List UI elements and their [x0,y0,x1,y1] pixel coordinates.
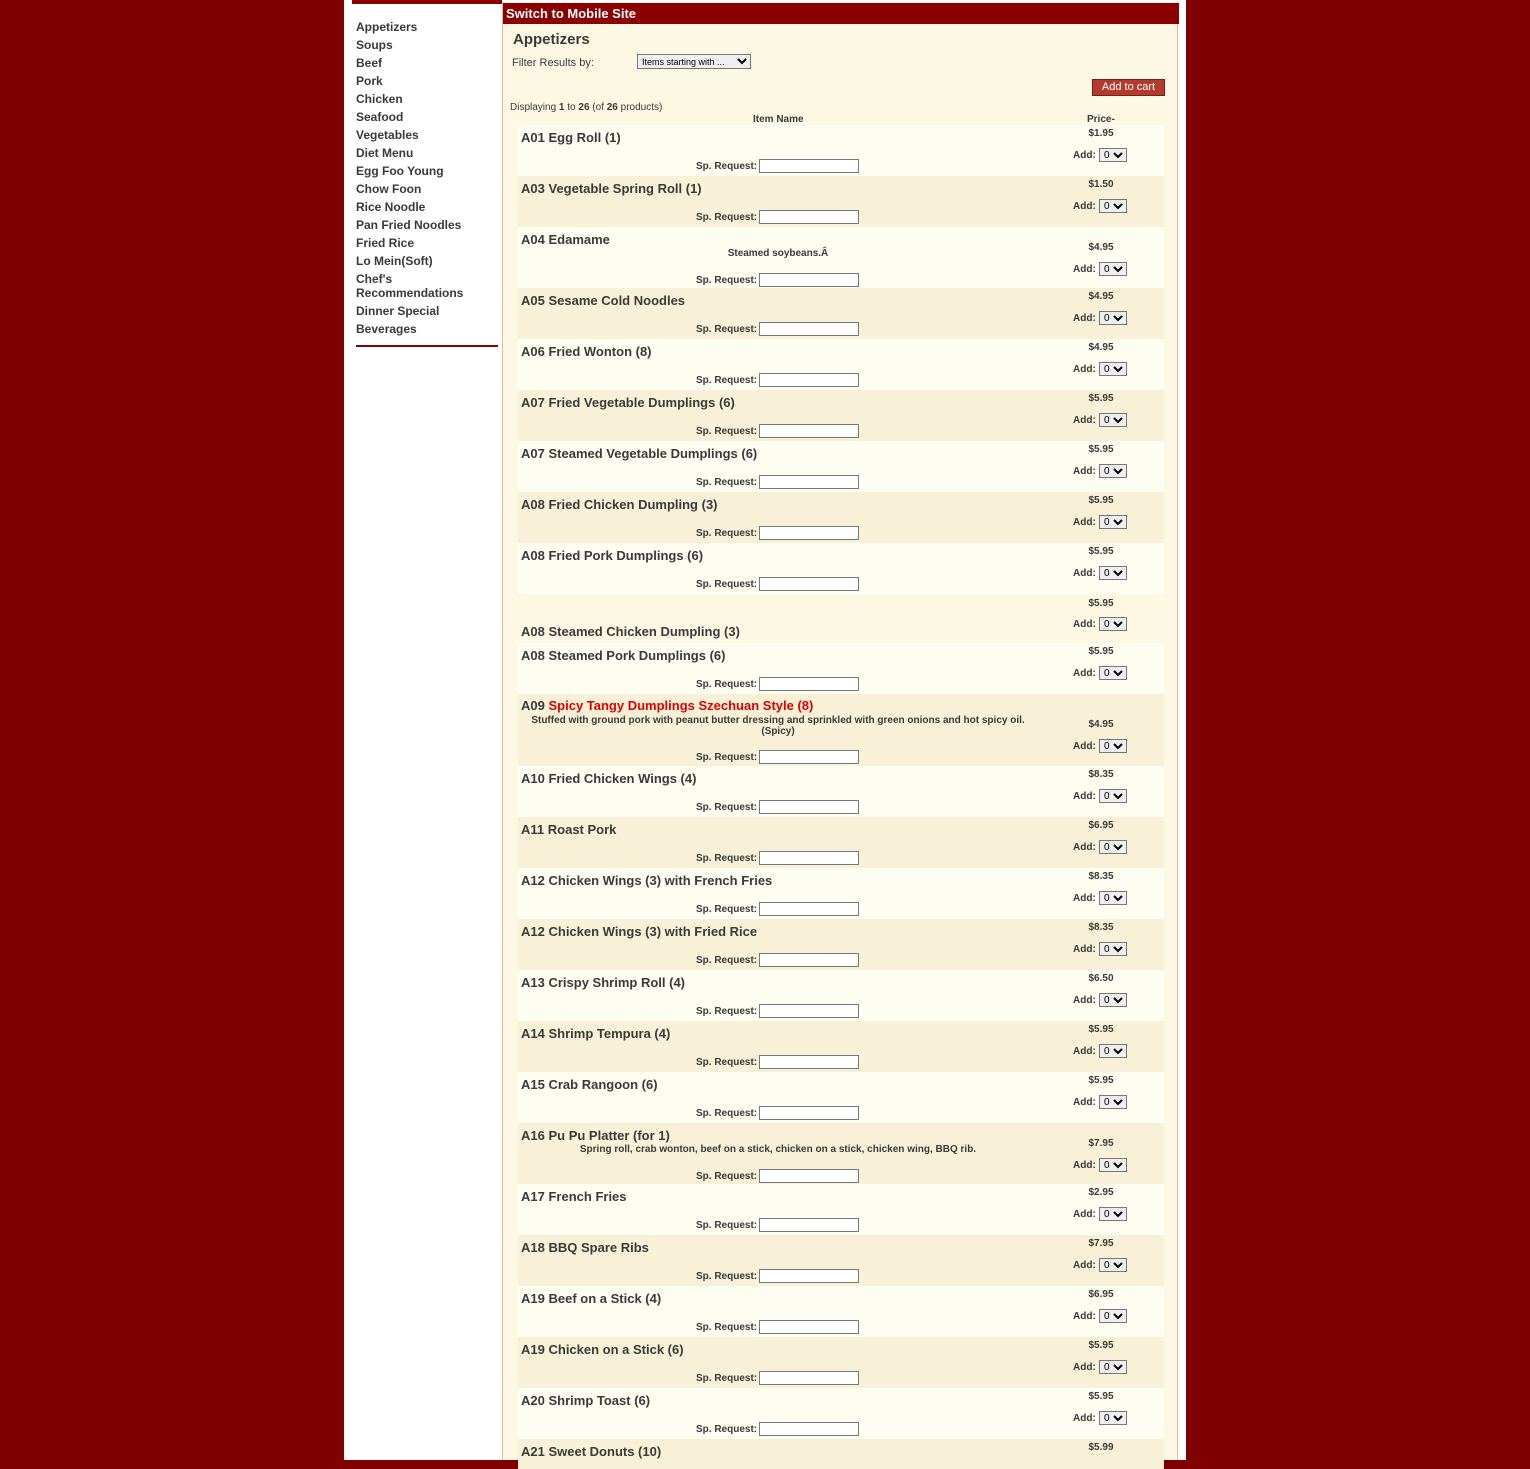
product-price: $8.35 [1088,871,1114,882]
product-code: A11 [521,822,545,837]
product-row [518,1286,1164,1337]
product-title: Pu Pu Platter (for 1) [548,1128,670,1143]
add-to-cart-button[interactable]: Add to cart [1092,79,1165,96]
sidebar-item-egg-foo-young[interactable]: Egg Foo Young [356,164,444,178]
product-title: Fried Chicken Wings (4) [548,771,697,786]
product-code: A08 [521,648,545,663]
product-title: Chicken Wings (3) with French Fries [548,873,773,888]
category-sidebar [356,18,498,338]
special-request-input[interactable] [759,953,859,967]
product-title: Steamed Chicken Dumpling (3) [548,624,740,639]
product-title: French Fries [548,1189,627,1204]
special-request-input[interactable] [759,475,859,489]
quantity-select[interactable] [1099,311,1127,325]
product-title: Chicken Wings (3) with Fried Rice [548,924,758,939]
product-price: $6.95 [1088,820,1114,831]
product-code: A17 [521,1189,545,1204]
product-code: A10 [521,771,545,786]
quantity-select[interactable] [1099,199,1127,213]
product-price: $5.95 [1088,393,1114,404]
sidebar-item-soups[interactable]: Soups [356,38,393,52]
product-code: A09 [521,698,545,713]
sidebar-item-chicken[interactable]: Chicken [356,92,403,106]
product-row [518,176,1164,227]
special-request-label: Sp. Request: [696,324,758,335]
special-request-label: Sp. Request: [696,161,758,172]
product-row [518,766,1164,817]
add-quantity-label: Add: [1073,741,1096,752]
display-to: 26 [578,102,590,113]
special-request-label: Sp. Request: [696,904,758,915]
product-code: A20 [521,1393,545,1408]
product-code: A15 [521,1077,545,1092]
product-code: A18 [521,1240,545,1255]
special-request-label: Sp. Request: [696,375,758,386]
special-request-label: Sp. Request: [696,1373,758,1384]
special-request-input[interactable] [759,210,859,224]
page-title: Appetizers [513,31,590,48]
add-quantity-label: Add: [1073,1160,1096,1171]
product-row [518,694,1164,766]
product-row [518,868,1164,919]
quantity-select[interactable] [1099,891,1127,905]
product-price: $1.95 [1088,128,1114,139]
product-price: $4.95 [1088,242,1114,253]
product-title: Fried Chicken Dumpling (3) [548,497,718,512]
product-title: Fried Wonton (8) [548,344,652,359]
product-title: Chicken on a Stick (6) [548,1342,684,1357]
sidebar-item-appetizers[interactable]: Appetizers [356,20,418,34]
sidebar-item-pan-fried-noodles[interactable]: Pan Fried Noodles [356,218,462,232]
product-name [521,293,685,308]
sidebar-item-rice-noodle[interactable]: Rice Noodle [356,200,426,214]
quantity-select[interactable] [1099,666,1127,680]
top-rule [352,0,502,4]
product-row [518,1184,1164,1235]
add-quantity-label: Add: [1073,791,1096,802]
product-name [521,924,757,939]
special-request-input[interactable] [759,1320,859,1334]
add-quantity-label: Add: [1073,201,1096,212]
product-name [521,1240,649,1255]
product-row [518,1439,1164,1469]
special-request-input[interactable] [759,273,859,287]
product-name [521,1342,684,1357]
sidebar-item-chow-foon[interactable]: Chow Foon [356,182,422,196]
product-description: Spring roll, crab wonton, beef on a stick, chicken on a stick, chicken wing, BBQ rib. [579,1144,977,1155]
product-price: $2.95 [1088,1187,1114,1198]
product-price: $4.95 [1088,291,1114,302]
special-request-input[interactable] [759,1218,859,1232]
sidebar-item-beef[interactable]: Beef [356,56,383,70]
product-name [521,548,703,563]
product-row [518,288,1164,339]
special-request-input[interactable] [759,750,859,764]
product-price: $5.95 [1088,1024,1114,1035]
special-request-label: Sp. Request: [696,955,758,966]
product-name [521,446,757,461]
product-name [521,1026,670,1041]
product-row [518,441,1164,492]
product-title: Roast Pork [547,822,617,837]
product-price: $4.95 [1088,719,1114,730]
product-code: A08 [521,548,545,563]
display-of-word: (of [592,102,604,113]
special-request-label: Sp. Request: [696,528,758,539]
product-code: A13 [521,975,545,990]
special-request-label: Sp. Request: [696,1006,758,1017]
special-request-input[interactable] [759,577,859,591]
display-count [510,102,662,113]
quantity-select[interactable] [1099,789,1127,803]
sidebar-item-vegetables[interactable]: Vegetables [356,128,419,142]
switch-to-mobile-link[interactable]: Switch to Mobile Site [503,3,1179,24]
product-code: A05 [521,293,545,308]
special-request-label: Sp. Request: [696,1424,758,1435]
sidebar-divider [356,345,498,347]
product-row [518,970,1164,1021]
product-name [521,497,718,512]
quantity-select[interactable] [1099,148,1127,162]
quantity-select[interactable] [1099,840,1127,854]
product-price: $5.99 [1088,1442,1114,1453]
quantity-select[interactable] [1099,362,1127,376]
quantity-select[interactable] [1099,1258,1127,1272]
product-price: $8.35 [1088,769,1114,780]
product-name [521,1128,670,1143]
special-request-input[interactable] [759,851,859,865]
display-to-word: to [567,102,576,113]
sidebar-item-beverages[interactable]: Beverages [356,322,417,336]
product-row [518,643,1164,694]
product-title: Spicy Tangy Dumplings Szechuan Style (8) [548,698,814,713]
product-row [518,1337,1164,1388]
product-price: $5.95 [1088,546,1114,557]
product-title: Crab Rangoon (6) [548,1077,658,1092]
product-code: A03 [521,181,545,196]
special-request-input[interactable] [759,1422,859,1436]
product-name [521,648,725,663]
add-quantity-label: Add: [1073,313,1096,324]
quantity-select[interactable] [1099,1158,1127,1172]
quantity-select[interactable] [1099,1360,1127,1374]
add-quantity-label: Add: [1073,1362,1096,1373]
special-request-label: Sp. Request: [696,477,758,488]
product-row [518,1123,1164,1184]
product-row [518,1388,1164,1439]
sidebar-item-fried-rice[interactable]: Fried Rice [356,236,415,250]
product-description: Steamed soybeans.Â [727,248,829,259]
product-title: Vegetable Spring Roll (1) [548,181,702,196]
product-name [521,624,740,639]
quantity-select[interactable] [1099,515,1127,529]
product-price: $5.95 [1088,1391,1114,1402]
product-title: Shrimp Tempura (4) [548,1026,671,1041]
product-price: $6.50 [1088,973,1114,984]
quantity-select[interactable] [1099,1207,1127,1221]
special-request-label: Sp. Request: [696,802,758,813]
product-name [521,1393,650,1408]
product-row [518,817,1164,868]
product-code: A04 [521,232,545,247]
sidebar-item-lo-mein-soft[interactable]: Lo Mein(Soft) [356,254,433,268]
product-row [518,227,1164,288]
product-row [518,1235,1164,1286]
product-name [521,1444,661,1459]
special-request-label: Sp. Request: [696,1271,758,1282]
special-request-label: Sp. Request: [696,752,758,763]
product-code: A14 [521,1026,545,1041]
quantity-select[interactable] [1099,617,1127,631]
product-row [518,594,1164,650]
special-request-input[interactable] [759,159,859,173]
special-request-input[interactable] [759,373,859,387]
product-title: Crispy Shrimp Roll (4) [548,975,686,990]
add-quantity-label: Add: [1073,1260,1096,1271]
special-request-label: Sp. Request: [696,579,758,590]
quantity-select[interactable] [1099,413,1127,427]
product-name [521,344,652,359]
product-price: $5.95 [1088,495,1114,506]
column-header-item-name: Item Name [753,114,804,125]
product-row [518,492,1164,543]
sidebar-item-pork[interactable]: Pork [356,74,383,88]
quantity-select[interactable] [1099,739,1127,753]
column-header-price: Price- [1087,114,1115,125]
quantity-select[interactable] [1099,1411,1127,1425]
product-name [521,1291,661,1306]
product-row [518,543,1164,594]
product-code: A08 [521,497,545,512]
add-quantity-label: Add: [1073,264,1096,275]
add-quantity-label: Add: [1073,668,1096,679]
display-prefix: Displaying [510,102,557,113]
product-title: Steamed Vegetable Dumplings (6) [548,446,758,461]
product-title: Egg Roll (1) [548,130,621,145]
product-price: $5.95 [1088,444,1114,455]
special-request-label: Sp. Request: [696,1171,758,1182]
add-quantity-label: Add: [1073,1413,1096,1424]
display-suffix: products) [620,102,663,113]
product-title: BBQ Spare Ribs [548,1240,649,1255]
product-title: Sesame Cold Noodles [548,293,686,308]
product-code: A12 [521,873,545,888]
product-title: Fried Vegetable Dumplings (6) [548,395,735,410]
quantity-select[interactable] [1099,262,1127,276]
add-quantity-label: Add: [1073,995,1096,1006]
add-quantity-label: Add: [1073,150,1096,161]
product-title: Fried Pork Dumplings (6) [548,548,704,563]
product-row [518,919,1164,970]
special-request-label: Sp. Request: [696,212,758,223]
quantity-select[interactable] [1099,993,1127,1007]
special-request-input[interactable] [759,677,859,691]
product-name [521,873,772,888]
product-price: $7.95 [1088,1238,1114,1249]
main-panel [502,2,1178,1460]
product-title: Sweet Donuts (10) [548,1444,662,1459]
product-row [518,390,1164,441]
product-row [518,339,1164,390]
add-quantity-label: Add: [1073,1097,1096,1108]
add-quantity-label: Add: [1073,1209,1096,1220]
product-row [518,1072,1164,1123]
product-name [521,975,685,990]
special-request-input[interactable] [759,526,859,540]
product-price: $5.95 [1088,598,1114,609]
sidebar-item-dinner-special[interactable]: Dinner Special [356,304,440,318]
add-quantity-label: Add: [1073,517,1096,528]
special-request-input[interactable] [759,1055,859,1069]
product-title: Beef on a Stick (4) [548,1291,662,1306]
product-code: A19 [521,1291,545,1306]
product-name [521,395,735,410]
product-price: $8.35 [1088,922,1114,933]
special-request-input[interactable] [759,800,859,814]
product-code: A07 [521,446,545,461]
special-request-label: Sp. Request: [696,426,758,437]
quantity-select[interactable] [1099,1309,1127,1323]
product-price: $4.95 [1088,342,1114,353]
product-code: A07 [521,395,545,410]
special-request-input[interactable] [759,1371,859,1385]
special-request-label: Sp. Request: [696,1057,758,1068]
special-request-input[interactable] [759,1269,859,1283]
special-request-input[interactable] [759,322,859,336]
product-name [521,1189,627,1204]
product-name [521,822,616,837]
special-request-label: Sp. Request: [696,1108,758,1119]
product-price: $1.50 [1088,179,1114,190]
product-code: A01 [521,130,545,145]
add-quantity-label: Add: [1073,1311,1096,1322]
special-request-label: Sp. Request: [696,1220,758,1231]
product-list [518,125,1164,1469]
add-quantity-label: Add: [1073,842,1096,853]
filter-select[interactable] [637,54,751,69]
special-request-input[interactable] [759,424,859,438]
product-title: Shrimp Toast (6) [548,1393,651,1408]
product-name [521,771,696,786]
product-name [521,1077,658,1092]
product-code: A08 [521,624,545,639]
add-quantity-label: Add: [1073,619,1096,630]
add-quantity-label: Add: [1073,944,1096,955]
quantity-select[interactable] [1099,566,1127,580]
sidebar-item-seafood[interactable]: Seafood [356,110,404,124]
product-code: A21 [521,1444,545,1459]
product-row [518,125,1164,176]
product-code: A06 [521,344,545,359]
product-name [521,232,610,247]
add-quantity-label: Add: [1073,364,1096,375]
product-description: Stuffed with ground pork with peanut butter dressing and sprinkled with green onions and hot spicy oil. (Spicy) [531,715,1025,737]
display-from: 1 [558,102,565,113]
special-request-label: Sp. Request: [696,275,758,286]
product-price: $5.95 [1088,1340,1114,1351]
special-request-input[interactable] [759,1004,859,1018]
quantity-select[interactable] [1099,1095,1127,1109]
product-name [521,181,702,196]
special-request-input[interactable] [759,1169,859,1183]
add-quantity-label: Add: [1073,568,1096,579]
add-quantity-label: Add: [1073,415,1096,426]
product-code: A12 [521,924,545,939]
product-name [521,130,621,145]
product-name [521,698,813,713]
product-code: A19 [521,1342,545,1357]
special-request-input[interactable] [759,1106,859,1120]
add-quantity-label: Add: [1073,466,1096,477]
product-price: $6.95 [1088,1289,1114,1300]
product-price: $7.95 [1088,1138,1114,1149]
product-code: A16 [521,1128,545,1143]
special-request-input[interactable] [759,902,859,916]
display-total: 26 [606,102,618,113]
filter-label: Filter Results by: [512,57,594,69]
quantity-select[interactable] [1099,1044,1127,1058]
product-price: $5.95 [1088,1075,1114,1086]
product-row [518,1021,1164,1072]
add-quantity-label: Add: [1073,1046,1096,1057]
quantity-select[interactable] [1099,464,1127,478]
sidebar-item-chef-s-recommendations[interactable]: Chef's Recommendations [356,272,464,300]
product-title: Edamame [548,232,610,247]
special-request-label: Sp. Request: [696,1322,758,1333]
special-request-label: Sp. Request: [696,853,758,864]
product-title: Steamed Pork Dumplings (6) [548,648,726,663]
quantity-select[interactable] [1099,942,1127,956]
product-price: $5.95 [1088,646,1114,657]
add-quantity-label: Add: [1073,893,1096,904]
sidebar-item-diet-menu[interactable]: Diet Menu [356,146,414,160]
special-request-label: Sp. Request: [696,679,758,690]
